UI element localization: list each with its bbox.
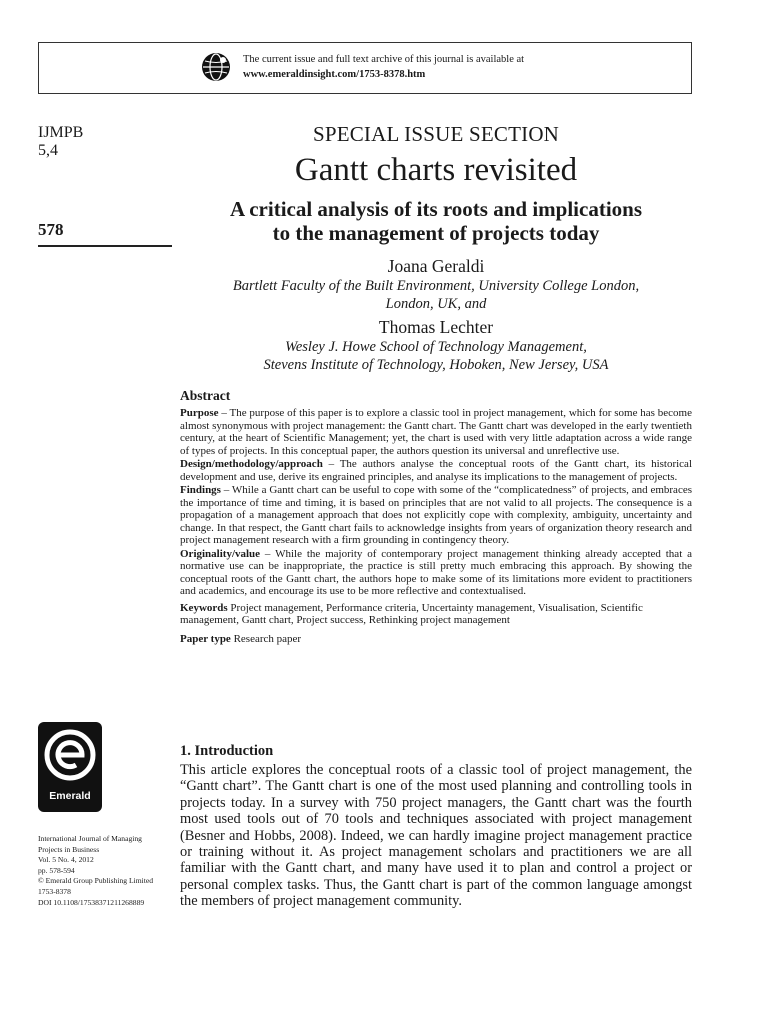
journal-url-link[interactable]: www.emeraldinsight.com/1753-8378.htm — [243, 69, 426, 80]
introduction-heading: 1. Introduction — [180, 743, 274, 759]
publication-info — [38, 834, 178, 908]
pub-info-line: 1753-8378 — [38, 886, 71, 896]
subtitle-line: to the management of projects today — [272, 221, 600, 245]
banner-text: The current issue and full text archive of this journal is available at — [243, 54, 525, 65]
journal-abbrev: IJMPB — [38, 124, 84, 141]
article-title: Gantt charts revisited — [294, 152, 578, 188]
page-number-rule — [38, 245, 172, 247]
keywords — [180, 602, 692, 627]
introduction-section — [180, 743, 692, 910]
abstract-text: – The purpose of this paper is to explore a classic tool in project management, which for some has become almost synonymous with project management: the Gantt chart. The Gantt chart was developed in the early twentieth century, at the heart of Scientific Management; yet, the chart is used with very little adaptation across a wide range of types of projects. In this conceptual paper, the authors question its universal and unreflective use. — [180, 407, 692, 457]
abstract-design — [180, 458, 692, 483]
journal-availability-banner — [38, 42, 692, 94]
pub-info-line: © Emerald Group Publishing Limited — [38, 876, 154, 886]
affiliation-line: Wesley J. Howe School of Technology Management, — [285, 339, 587, 355]
pub-info-doi: DOI 10.1108/17538371211268889 — [38, 897, 145, 907]
author-name: Thomas Lechter — [378, 317, 494, 337]
keywords-text: Project management, Performance criteria, Uncertainty management, Visualisation, Scientific management, Gantt chart, Project success, Rethinking project management — [180, 601, 643, 626]
journal-code — [38, 124, 83, 160]
keywords-label: Keywords — [180, 601, 228, 614]
author-affiliation — [180, 277, 692, 313]
pub-info-line: Vol. 5 No. 4, 2012 — [38, 855, 94, 865]
abstract-findings — [180, 484, 692, 547]
affiliation-line: London, UK, and — [385, 296, 487, 312]
abstract — [180, 388, 692, 645]
introduction-body: This article explores the conceptual roots of a classic tool of project management, the “Gantt chart”. The Gantt chart is one of the most used planning and controlling tools in projects today. In a survey with 750 project managers, the Gantt chart was the fourth most used tools out of 70 tools and techniques associated with project management (Besner and Hobbs, 2008). Indeed, we can hardly imagine project management practice or training without it. As project management scholars and practitioners we are all familiar with the Gantt chart, and many have used it to plan and control a project or personal complex tasks. Thus, the Gantt chart is part of the common language amongst the members of project management community. — [180, 762, 692, 910]
abstract-label: Purpose — [180, 407, 219, 419]
abstract-text: – The authors analyse the conceptual roots of the Gantt chart, its historical development and use, derive its engrained principles, and analyse its implications to the management of projects. — [180, 458, 692, 483]
article-subtitle — [170, 197, 702, 245]
abstract-label: Findings — [180, 484, 221, 496]
paper-type-label: Paper type — [180, 632, 231, 645]
pub-info-line: Projects in Business — [38, 844, 100, 854]
emerald-logo — [38, 722, 102, 812]
abstract-text: – While the majority of contemporary project management thinking already accepted that a normative use can be inappropriate, the practice is still pretty much embracing this approach. By showing the conceptual roots of the Gantt chart, the authors hope to make some of its limitations more evident to practitioners and academics, and encourage its use to be more reflective and contextualised. — [180, 547, 692, 597]
globe-icon — [201, 52, 231, 82]
affiliation-line: Stevens Institute of Technology, Hoboken, New Jersey, USA — [263, 357, 609, 373]
abstract-purpose — [180, 407, 692, 457]
subtitle-line: A critical analysis of its roots and implications — [229, 197, 643, 221]
abstract-text: – While a Gantt chart can be useful to cope with some of the “complicatedness” of projects, and embraces the importance of time and timing, it is based on principles that are not valid to all projects. The consequence is a propagation of a management approach that does not explicitly cope with complexity, ambiguity, uncertainty and change. In that respect, the Gantt chart fails to acknowledge insights from years of organization theory research and project management research with a firm grounding in contingency theory. — [180, 484, 692, 546]
author-name: Joana Geraldi — [387, 256, 485, 276]
pub-info-line: International Journal of Managing — [38, 834, 142, 843]
emerald-e-icon — [38, 722, 102, 792]
abstract-originality — [180, 548, 692, 598]
paper-type — [180, 633, 692, 646]
abstract-label: Design/methodology/approach — [180, 458, 323, 470]
affiliation-line: Bartlett Faculty of the Built Environment, University College London, — [232, 278, 640, 294]
emerald-logo-text: Emerald — [49, 790, 91, 802]
abstract-heading: Abstract — [180, 388, 231, 403]
page-number: 578 — [38, 220, 64, 239]
paper-type-text: Research paper — [230, 632, 302, 645]
section-label: SPECIAL ISSUE SECTION — [312, 122, 560, 146]
abstract-label: Originality/value — [180, 547, 261, 560]
pub-info-line: pp. 578-594 — [38, 865, 75, 875]
author-affiliation — [180, 338, 692, 374]
volume-issue: 5,4 — [38, 142, 58, 159]
